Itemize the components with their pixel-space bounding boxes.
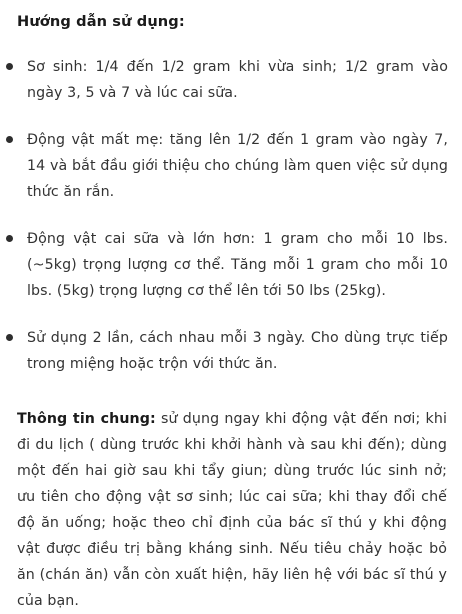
usage-item-newborn: [0, 54, 462, 106]
general-info-paragraph: [17, 406, 447, 614]
bullet-icon: [6, 334, 13, 341]
general-info-label: Thông tin chung:: [17, 411, 156, 427]
bullet-icon: [6, 63, 13, 70]
bullet-icon: [6, 136, 13, 143]
usage-item-text: Động vật mất mẹ: tăng lên 1/2 đến 1 gram vào ngày 7, 14 và bắt đầu giới thiệu cho chúng làm quen việc sử dụng thức ăn rắn.: [27, 132, 448, 200]
bullet-icon: [6, 235, 13, 242]
usage-item-weaned: [0, 226, 462, 304]
usage-item-orphaned: [0, 127, 462, 205]
usage-heading: Hướng dẫn sử dụng:: [17, 13, 185, 30]
usage-item-text: Sơ sinh: 1/4 đến 1/2 gram khi vừa sinh; 1/2 gram vào ngày 3, 5 và 7 và lúc cai sữa.: [27, 59, 448, 101]
usage-item-dosing: [0, 325, 462, 377]
usage-item-text: Sử dụng 2 lần, cách nhau mỗi 3 ngày. Cho dùng trực tiếp trong miệng hoặc trộn với thức ăn.: [27, 330, 448, 372]
usage-list: [0, 54, 462, 398]
general-info-text: sử dụng ngay khi động vật đến nơi; khi đi du lịch ( dùng trước khi khởi hành và sau khi đến); dùng một đến hai giờ sau khi tẩy giun; dùng trước lúc sinh nở; ưu tiên cho động vật sơ sinh; lúc cai sữa; khi thay đổi chế độ ăn uống; hoặc theo chỉ định của bác sĩ thú y khi động vật được điều trị bằng kháng sinh. Nếu tiêu chảy hoặc bỏ ăn (chán ăn) vẫn còn xuất hiện, hãy liên hệ với bác sĩ thú y của bạn.: [17, 411, 448, 609]
usage-item-text: Động vật cai sữa và lớn hơn: 1 gram cho mỗi 10 lbs. (~5kg) trọng lượng cơ thể. Tăng mỗi 1 gram cho mỗi 10 lbs. (5kg) trọng lượng cơ thể lên tới 50 lbs (25kg).: [27, 231, 448, 299]
